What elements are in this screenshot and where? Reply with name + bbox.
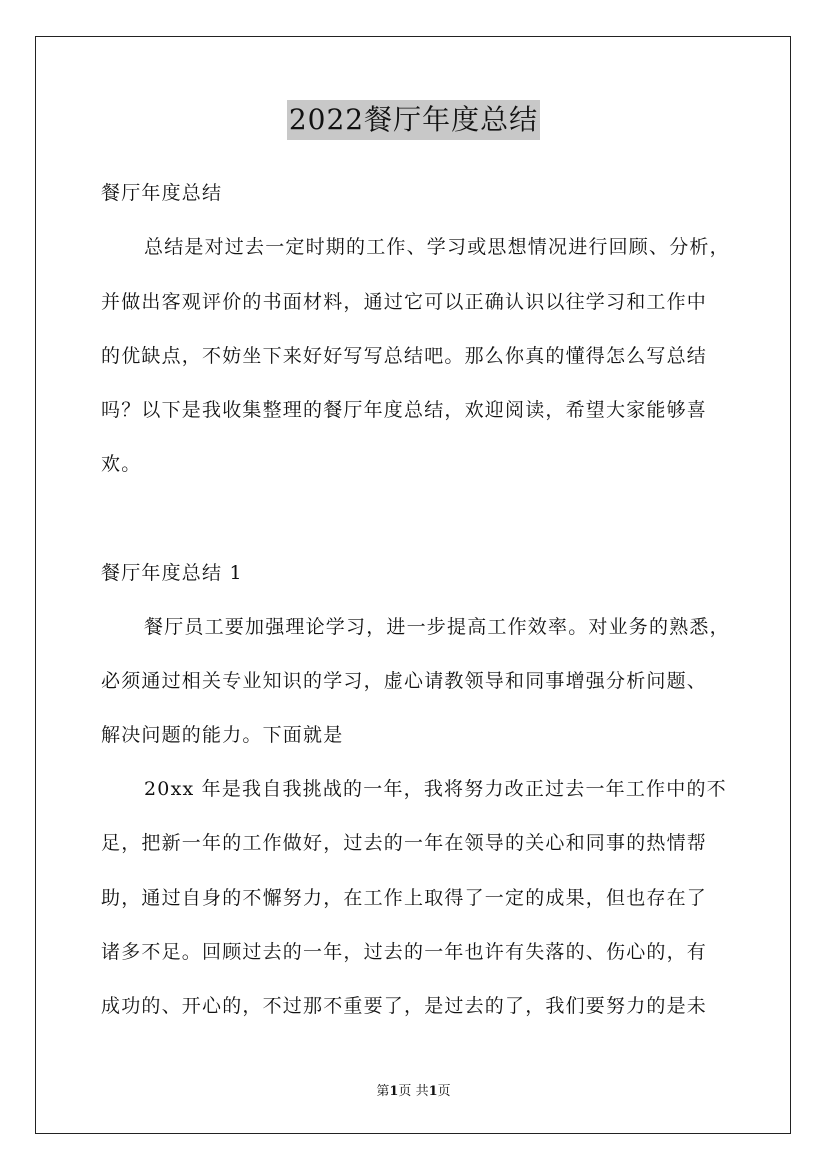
paragraph-line: 20xx 年是我自我挑战的一年，我将努力改正过去一年工作中的不 bbox=[144, 778, 727, 800]
paragraph-line: 诸多不足。回顾过去的一年，过去的一年也许有失落的、伤心的，有 bbox=[101, 941, 708, 963]
paragraph-line: 必须通过相关专业知识的学习，虚心请教领导和同事增强分析问题、 bbox=[101, 670, 708, 692]
footer-page-prefix: 第 bbox=[376, 1084, 390, 1099]
footer-page-number: 1 bbox=[389, 1084, 399, 1099]
paragraph-line: 足，把新一年的工作做好，过去的一年在领导的关心和同事的热情帮 bbox=[101, 832, 708, 854]
page-footer bbox=[0, 1084, 827, 1100]
footer-total-prefix: 共 bbox=[415, 1084, 429, 1099]
paragraph-line: 成功的、开心的，不过那不重要了，是过去的了，我们要努力的是未 bbox=[101, 995, 708, 1017]
section-heading: 餐厅年度总结 bbox=[101, 182, 223, 204]
intro-line: 并做出客观评价的书面材料，通过它可以正确认识以往学习和工作中 bbox=[101, 291, 708, 313]
footer-total-number: 1 bbox=[428, 1084, 438, 1099]
paragraph-line: 助，通过自身的不懈努力，在工作上取得了一定的成果，但也存在了 bbox=[101, 887, 708, 909]
document-title-wrapper bbox=[0, 100, 827, 140]
paragraph-line: 餐厅员工要加强理论学习，进一步提高工作效率。对业务的熟悉， bbox=[144, 616, 730, 638]
footer-total-suffix: 页 bbox=[437, 1084, 451, 1099]
intro-line: 总结是对过去一定时期的工作、学习或思想情况进行回顾、分析， bbox=[144, 236, 730, 258]
section-heading: 餐厅年度总结 1 bbox=[101, 562, 243, 584]
footer-page-suffix: 页 bbox=[398, 1084, 412, 1099]
intro-line: 欢。 bbox=[101, 453, 142, 475]
intro-line: 的优缺点，不妨坐下来好好写写总结吧。那么你真的懂得怎么写总结 bbox=[101, 345, 708, 367]
intro-line: 吗？以下是我收集整理的餐厅年度总结，欢迎阅读，希望大家能够喜 bbox=[101, 399, 708, 421]
document-title: 2022餐厅年度总结 bbox=[287, 100, 540, 140]
paragraph-line: 解决问题的能力。下面就是 bbox=[101, 724, 344, 746]
